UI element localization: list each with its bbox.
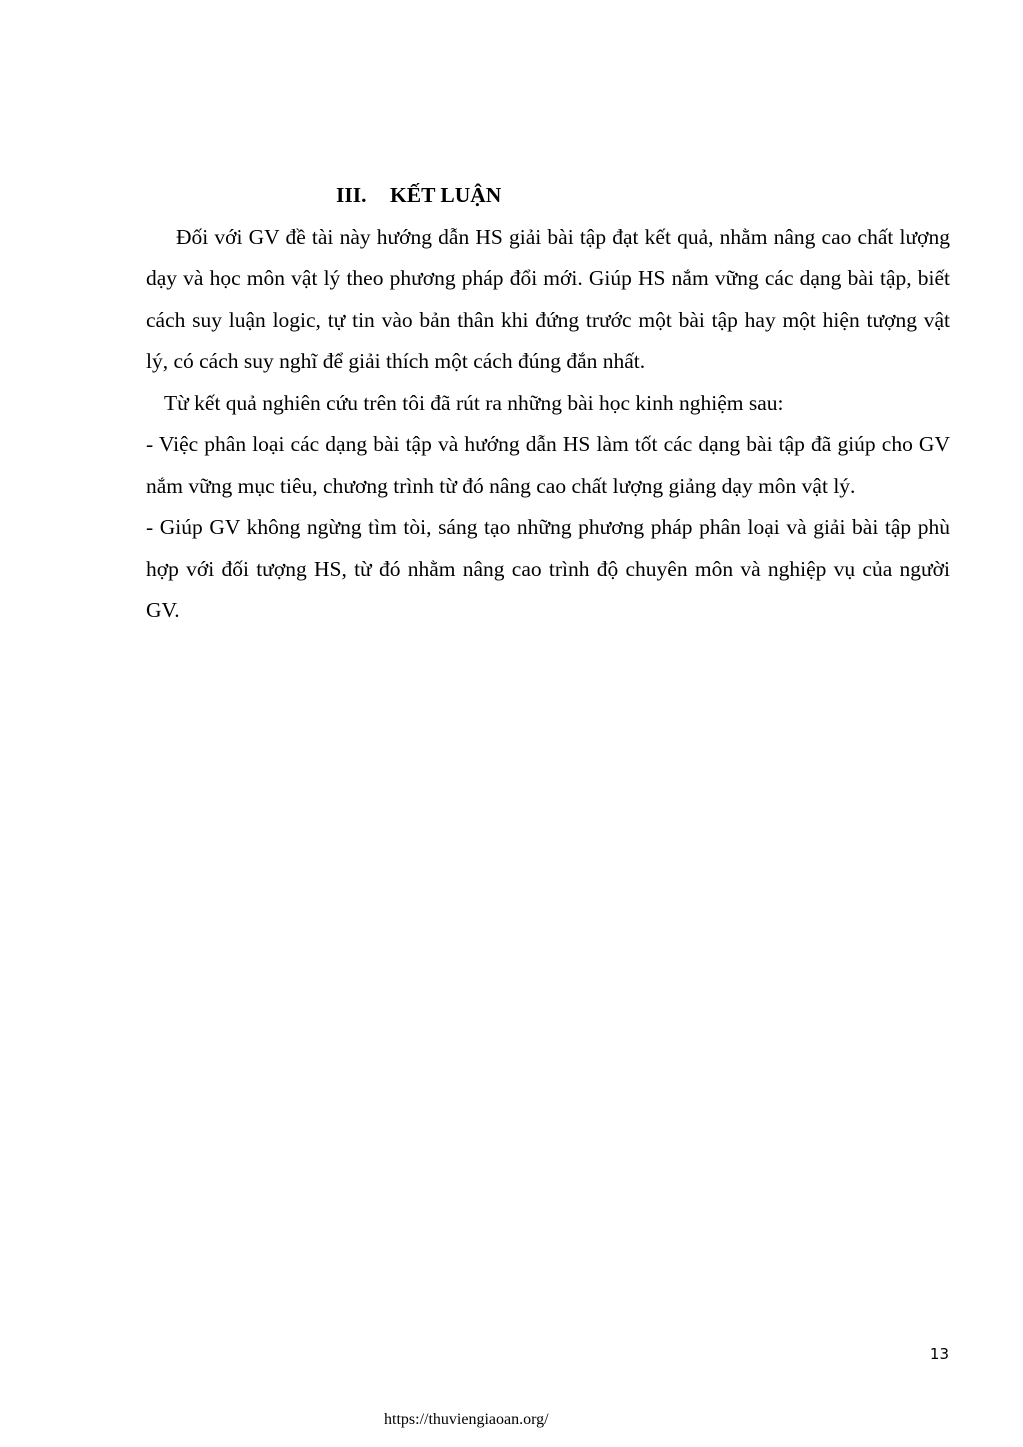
- page-number: 13: [929, 1345, 949, 1363]
- section-number: III.: [336, 183, 367, 207]
- section-heading: [146, 175, 950, 217]
- section-title: KẾT LUẬN: [390, 183, 502, 207]
- paragraph-lessons-lead: Từ kết quả nghiên cứu trên tôi đã rút ra những bài học kinh nghiệm sau:: [164, 390, 784, 415]
- paragraph-intro: Đối với GV đề tài này hướng dẫn HS giải bài tập đạt kết quả, nhằm nâng cao chất lượng dạy và học môn vật lý theo phương pháp đổi mới. Giúp HS nắm vững các dạng bài tập, biết cách suy luận logic, tự tin vào bản thân khi đứng trước một bài tập hay một hiện tượng vật lý, có cách suy nghĩ để giải thích một cách đúng đắn nhất.: [146, 224, 950, 373]
- footer-url[interactable]: https://thuviengiaoan.org/: [384, 1411, 549, 1428]
- page-content: [146, 175, 950, 632]
- paragraph-bullet-1: - Việc phân loại các dạng bài tập và hướng dẫn HS làm tốt các dạng bài tập đã giúp cho GV nắm vững mục tiêu, chương trình từ đó nâng cao chất lượng giảng dạy môn vật lý.: [146, 432, 950, 498]
- paragraph-bullet-2: - Giúp GV không ngừng tìm tòi, sáng tạo những phương pháp phân loại và giải bài tập phù hợp với đối tượng HS, từ đó nhằm nâng cao trình độ chuyên môn và nghiệp vụ của người GV.: [146, 515, 950, 622]
